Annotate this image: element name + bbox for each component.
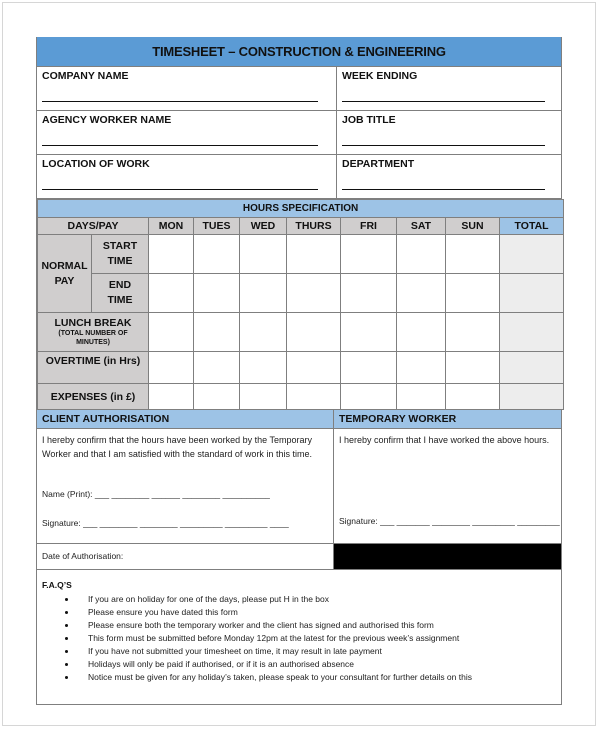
hours-specification-table bbox=[37, 199, 564, 410]
lunch-break-row bbox=[38, 313, 564, 352]
day-header-mon: MON bbox=[149, 218, 194, 235]
start-time-thurs[interactable] bbox=[287, 235, 341, 274]
faq-item: This form must be submitted before Monday 12pm at the latest for the previous week’s assignment bbox=[42, 632, 556, 645]
end-time-wed[interactable] bbox=[240, 274, 287, 313]
day-header-thurs: THURS bbox=[287, 218, 341, 235]
department-label: DEPARTMENT bbox=[342, 158, 415, 170]
expenses-row bbox=[38, 384, 564, 410]
start-time-fri[interactable] bbox=[341, 235, 397, 274]
department-field[interactable] bbox=[337, 155, 561, 199]
form-title: TIMESHEET – CONSTRUCTION & ENGINEERING bbox=[37, 37, 561, 67]
faq-item: Notice must be given for any holiday’s taken, please speak to your consultant for further details on this bbox=[42, 671, 556, 684]
end-time-sun[interactable] bbox=[446, 274, 500, 313]
agency-worker-name-label: AGENCY WORKER NAME bbox=[42, 114, 172, 126]
faq-title: F.A.Q’S bbox=[42, 580, 72, 590]
start-time-row bbox=[38, 235, 564, 274]
overtime-mon[interactable] bbox=[149, 352, 194, 384]
department-line[interactable] bbox=[342, 189, 545, 190]
start-time-label: START TIME bbox=[92, 235, 149, 274]
overtime-tues[interactable] bbox=[194, 352, 240, 384]
overtime-label: OVERTIME (in Hrs) bbox=[38, 352, 149, 384]
day-header-tues: TUES bbox=[194, 218, 240, 235]
faq-item: Holidays will only be paid if authorised, or if it is an authorised absence bbox=[42, 658, 556, 671]
start-time-total[interactable] bbox=[500, 235, 564, 274]
client-authorisation-body bbox=[37, 429, 334, 544]
start-time-sun[interactable] bbox=[446, 235, 500, 274]
worker-info-section bbox=[37, 67, 561, 199]
job-title-label: JOB TITLE bbox=[342, 114, 396, 126]
end-time-thurs[interactable] bbox=[287, 274, 341, 313]
lunch-break-wed[interactable] bbox=[240, 313, 287, 352]
agency-worker-name-line[interactable] bbox=[42, 145, 318, 146]
expenses-sat[interactable] bbox=[397, 384, 446, 410]
week-ending-label: WEEK ENDING bbox=[342, 70, 418, 82]
timesheet-form bbox=[36, 37, 562, 705]
company-name-label: COMPANY NAME bbox=[42, 70, 129, 82]
expenses-tues[interactable] bbox=[194, 384, 240, 410]
week-ending-line[interactable] bbox=[342, 101, 545, 102]
expenses-label: EXPENSES (in £) bbox=[38, 384, 149, 410]
company-name-field[interactable] bbox=[37, 67, 337, 111]
worker-statement: I hereby confirm that I have worked the above hours. bbox=[339, 435, 550, 445]
start-time-wed[interactable] bbox=[240, 235, 287, 274]
faq-list bbox=[42, 593, 556, 684]
total-header: TOTAL bbox=[500, 218, 564, 235]
end-time-mon[interactable] bbox=[149, 274, 194, 313]
client-name-print-field[interactable]: Name (Print): ___ ________ ______ ________ __________ bbox=[42, 489, 270, 499]
overtime-sat[interactable] bbox=[397, 352, 446, 384]
location-of-work-label: LOCATION OF WORK bbox=[42, 158, 150, 170]
overtime-fri[interactable] bbox=[341, 352, 397, 384]
day-header-fri: FRI bbox=[341, 218, 397, 235]
company-name-line[interactable] bbox=[42, 101, 318, 102]
end-time-total[interactable] bbox=[500, 274, 564, 313]
overtime-total[interactable] bbox=[500, 352, 564, 384]
end-time-tues[interactable] bbox=[194, 274, 240, 313]
end-time-sat[interactable] bbox=[397, 274, 446, 313]
expenses-fri[interactable] bbox=[341, 384, 397, 410]
expenses-mon[interactable] bbox=[149, 384, 194, 410]
expenses-total[interactable] bbox=[500, 384, 564, 410]
location-of-work-line[interactable] bbox=[42, 189, 318, 190]
end-time-label: END TIME bbox=[92, 274, 149, 313]
blacked-out-cell bbox=[334, 544, 561, 570]
lunch-break-sat[interactable] bbox=[397, 313, 446, 352]
lunch-break-thurs[interactable] bbox=[287, 313, 341, 352]
overtime-row bbox=[38, 352, 564, 384]
expenses-thurs[interactable] bbox=[287, 384, 341, 410]
expenses-wed[interactable] bbox=[240, 384, 287, 410]
location-of-work-field[interactable] bbox=[37, 155, 337, 199]
lunch-break-label-cell bbox=[38, 313, 149, 352]
lunch-break-fri[interactable] bbox=[341, 313, 397, 352]
lunch-break-label: LUNCH BREAK bbox=[54, 317, 132, 329]
days-pay-header: DAYS/PAY bbox=[38, 218, 149, 235]
lunch-break-sublabel: (TOTAL NUMBER OF MINUTES) bbox=[58, 330, 128, 346]
start-time-sat[interactable] bbox=[397, 235, 446, 274]
start-time-tues[interactable] bbox=[194, 235, 240, 274]
day-header-sat: SAT bbox=[397, 218, 446, 235]
authorisation-section bbox=[37, 410, 561, 570]
lunch-break-mon[interactable] bbox=[149, 313, 194, 352]
overtime-thurs[interactable] bbox=[287, 352, 341, 384]
end-time-fri[interactable] bbox=[341, 274, 397, 313]
overtime-wed[interactable] bbox=[240, 352, 287, 384]
temporary-worker-heading: TEMPORARY WORKER bbox=[334, 410, 561, 429]
temporary-worker-body bbox=[334, 429, 561, 544]
date-of-authorisation-field[interactable]: Date of Authorisation: bbox=[37, 544, 334, 570]
job-title-field[interactable] bbox=[337, 111, 561, 155]
normal-pay-label: NORMAL PAY bbox=[38, 235, 92, 313]
faq-section bbox=[37, 570, 561, 705]
end-time-row bbox=[38, 274, 564, 313]
lunch-break-sun[interactable] bbox=[446, 313, 500, 352]
hours-specification-title: HOURS SPECIFICATION bbox=[38, 200, 564, 218]
faq-item: Please ensure you have dated this form bbox=[42, 606, 556, 619]
overtime-sun[interactable] bbox=[446, 352, 500, 384]
lunch-break-total[interactable] bbox=[500, 313, 564, 352]
job-title-line[interactable] bbox=[342, 145, 545, 146]
faq-item: If you have not submitted your timesheet on time, it may result in late payment bbox=[42, 645, 556, 658]
client-authorisation-heading: CLIENT AUTHORISATION bbox=[37, 410, 334, 429]
faq-item: Please ensure both the temporary worker and the client has signed and authorised this form bbox=[42, 619, 556, 632]
worker-signature-field[interactable]: Signature: ___ _______ ________ _________ _________ bbox=[339, 516, 560, 526]
faq-item: If you are on holiday for one of the days, please put H in the box bbox=[42, 593, 556, 606]
day-header-wed: WED bbox=[240, 218, 287, 235]
day-header-sun: SUN bbox=[446, 218, 500, 235]
client-signature-field[interactable]: Signature: ___ ________ ________ _________ _________ ____ bbox=[42, 518, 289, 528]
week-ending-field[interactable] bbox=[337, 67, 561, 111]
client-statement: I hereby confirm that the hours have been worked by the Temporary Worker and that I am satisfied with the standard of work in this time. bbox=[42, 435, 312, 459]
expenses-sun[interactable] bbox=[446, 384, 500, 410]
lunch-break-tues[interactable] bbox=[194, 313, 240, 352]
start-time-mon[interactable] bbox=[149, 235, 194, 274]
agency-worker-name-field[interactable] bbox=[37, 111, 337, 155]
